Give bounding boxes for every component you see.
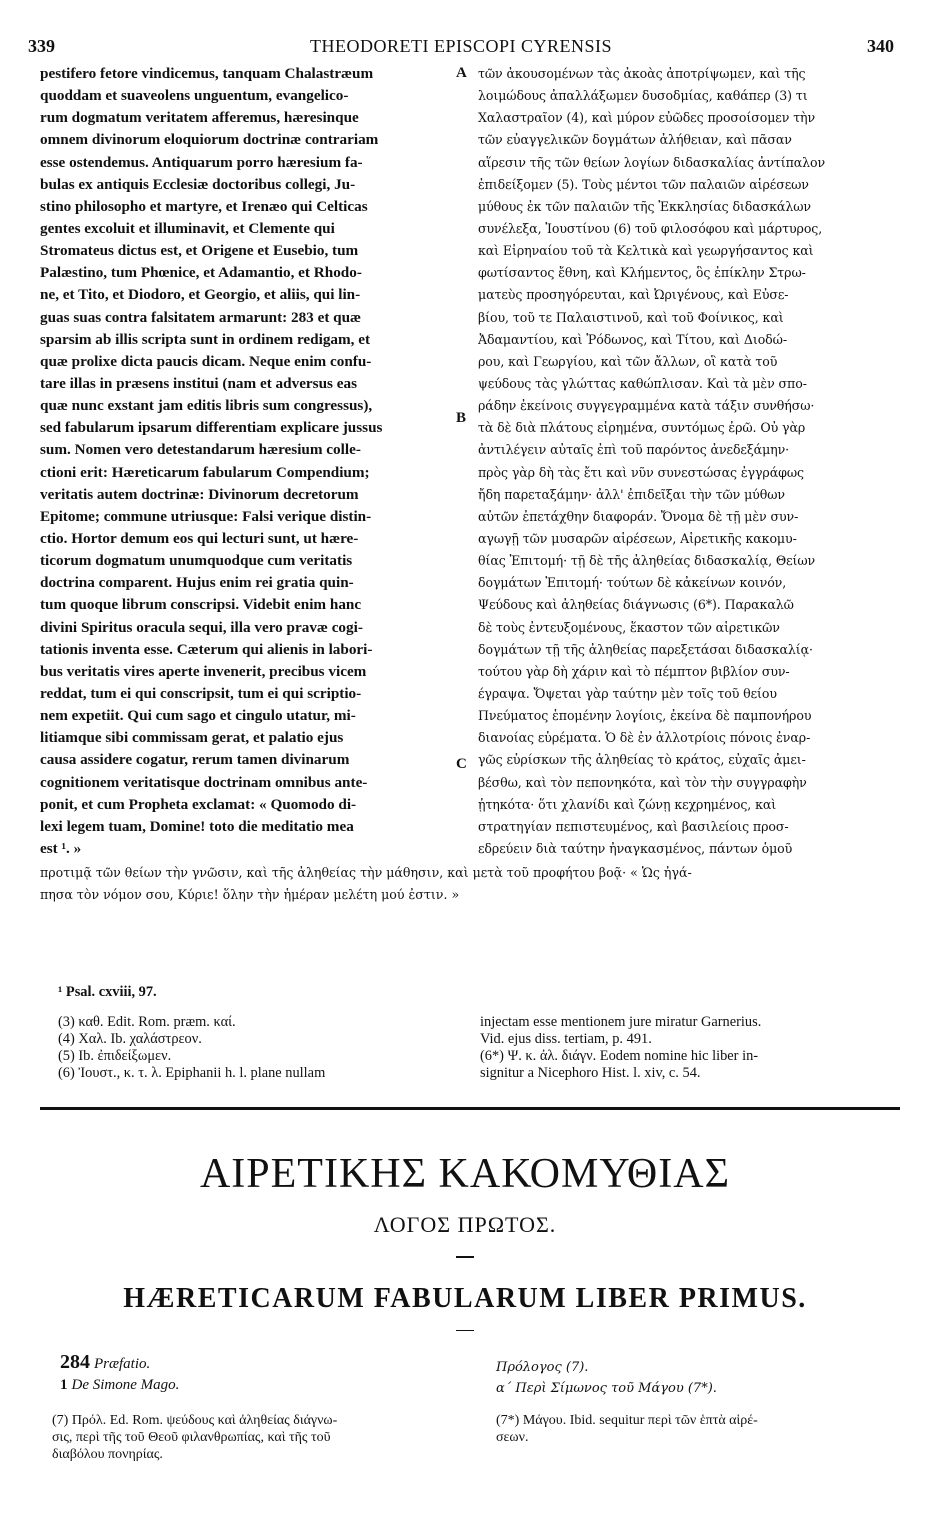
greek-full-width-lines bbox=[40, 862, 898, 906]
footnotes-left bbox=[58, 1014, 458, 1082]
greek-text-line: δογμάτων τῇ τῆς ἀληθείας παρεξετάσαι διδασκαλίᾳ· bbox=[478, 641, 813, 657]
greek-text-line: συνέλεξα, Ἰουστίνου (6) τοῦ φιλοσόφου καὶ μάρτυρος, bbox=[478, 220, 823, 236]
greek-text-line: βίου, τοῦ τε Παλαιστινοῦ, καὶ τοῦ Φοίνικος, καὶ bbox=[478, 309, 784, 325]
latin-text-line: doctrina comparent. Hujus enim rei gratia quin- bbox=[40, 574, 354, 592]
latin-text-line: est ¹. » bbox=[40, 839, 82, 857]
bottom-note-line: διαβόλου πονηρίας. bbox=[52, 1447, 163, 1462]
toc-latin-preface: Præfatio. bbox=[94, 1356, 151, 1372]
greek-text-line: τὰ δὲ διὰ πλάτους εἰρημένα, συντόμως ἐρῶ. Οὐ γὰρ bbox=[478, 420, 806, 436]
toc-latin-chapter-1: De Simone Mago. bbox=[71, 1377, 180, 1393]
greek-text-line: ἤδη παρεταξάμην· ἀλλ' ἐπιδεῖξαι τὴν τῶν μύθων bbox=[478, 486, 785, 502]
latin-text-line: Palæstino, tum Phœnice, et Adamantio, et Rhodo- bbox=[40, 264, 362, 282]
latin-text-line: stino philosopho et martyre, et Irenæo qui Celticas bbox=[40, 197, 368, 215]
latin-text-line: Stromateus dictus est, et Origene et Eusebio, tum bbox=[40, 242, 359, 260]
latin-text-line: sparsim ab illis scripta sunt in ordinem redigam, et bbox=[40, 330, 371, 348]
greek-text-line: βέσθω, καὶ τὸν πεπονηκότα, καὶ τὸν τὴν συγγραφὴν bbox=[478, 774, 807, 790]
latin-text-line: bus veritatis vires aperte invenerit, precibus vicem bbox=[40, 662, 367, 680]
latin-text-line: veritatis autem doctrinæ: Divinorum decretorum bbox=[40, 485, 359, 503]
greek-text-line: γῶς εὑρίσκων τῆς ἀληθείας τὸ κράτος, εὐχαῖς ἀμει- bbox=[478, 752, 806, 768]
footnotes-right bbox=[480, 1014, 898, 1082]
latin-text-line: ne, et Tito, et Diodoro, et Georgio, et aliis, qui lin- bbox=[40, 286, 361, 304]
latin-text-line: pestifero fetore vindicemus, tanquam Chalastræum bbox=[40, 65, 374, 82]
greek-wide-line: προτιμᾷ τῶν θείων τὴν γνῶσιν, καὶ τῆς ἀληθείας τὴν μάθησιν, καὶ μετὰ τοῦ προφήτου βοᾷ· « Ὡς ἠγά- bbox=[40, 865, 692, 880]
greek-text-line: δὲ τοὺς ἐντευξομένους, ἕκαστον τῶν αἱρετικῶν bbox=[478, 619, 780, 635]
latin-text-line: sum. Nomen vero detestandarum hæresium colle- bbox=[40, 441, 361, 459]
latin-text-line: esse ostendemus. Antiquarum porro hæresium fa- bbox=[40, 153, 363, 171]
greek-text-line: θίας Ἐπιτομή· τῇ δὲ τῆς ἀληθείας διδασκαλίᾳ, Θείων bbox=[478, 553, 816, 569]
greek-text-line: δογμάτων Ἐπιτομή· τούτων δὲ κἀκείνων κοινόν, bbox=[478, 575, 787, 591]
footnote-psalm: ¹ Psal. cxviii, 97. bbox=[58, 984, 157, 1000]
greek-text-line: Χαλαστραῖον (4), καὶ μύρον εὐῶδες προσοίσομεν τὴν bbox=[478, 110, 816, 126]
margin-letter-b: B bbox=[456, 410, 467, 426]
greek-text-line: ψεύδους τὰς γλώττας καθώπλισαν. Καὶ τὰ μὲν σπο- bbox=[478, 375, 807, 391]
greek-text-line: αγωγῇ τῶν μυσαρῶν αἱρέσεων, Αἱρετικῆς κακομυ- bbox=[478, 530, 797, 546]
greek-text-line: διανοίας εὑρέματα. Ὁ δὲ ἐν ἀλλοτρίοις πόνοις ἐναρ- bbox=[478, 730, 811, 746]
book-title-latin: HÆRETICARUM FABULARUM LIBER PRIMUS. bbox=[123, 1283, 807, 1314]
book-title-greek: ΑΙΡΕΤΙΚΗΣ ΚΑΚΟΜΥΘΙΑΣ bbox=[199, 1151, 731, 1197]
greek-text-line: Ψεύδους καὶ ἀληθείας διάγνωσις (6*). Παρακαλῶ bbox=[478, 597, 794, 613]
latin-text-line: ponit, et cum Propheta exclamat: « Quomodo di- bbox=[40, 795, 357, 813]
greek-text-line: ἐπιδείξομεν (5). Τοὺς μέντοι τῶν παλαιῶν αἱρέσεων bbox=[478, 176, 809, 192]
latin-text-line: nem expetiit. Qui cum sago et cingulo utatur, mi- bbox=[40, 707, 356, 725]
latin-text-line: tationis inventa esse. Cæterum qui alienis in labori- bbox=[40, 640, 373, 658]
greek-column bbox=[478, 63, 898, 860]
chapter-number: 1 bbox=[60, 1377, 68, 1393]
footnote-line: (6) Ἰουστ., κ. τ. λ. Epiphanii h. l. plane nullam bbox=[58, 1065, 326, 1081]
latin-text-line: quæ prolixe dicta paucis dicam. Neque enim confu- bbox=[40, 352, 372, 370]
greek-text-line: ράδην ἐκείνοις συγγεγραμμένα κατὰ τάξιν συνθήσω· bbox=[478, 398, 815, 414]
margin-letter-c: C bbox=[456, 756, 467, 772]
latin-text-line: tare illas in præsens institui (nam et adversus eas bbox=[40, 374, 357, 392]
bottom-note-line: (7) Πρόλ. Ed. Rom. ψεύδους καὶ ἀληθείας διάγνω- bbox=[52, 1413, 338, 1428]
greek-text-line: εδρεύειν διὰ ταύτην ἠναγκασμένος, πάντων ὁμοῦ bbox=[478, 840, 793, 856]
footnote-line: (5) Ib. ἐπιδείξωμεν. bbox=[58, 1048, 172, 1064]
latin-text-line: divini Spiritus oracula sequi, illa vero pravæ cogi- bbox=[40, 618, 363, 636]
latin-text-line: rum dogmatum veritatem afferemus, hæresinque bbox=[40, 109, 359, 127]
greek-text-line: ᾐτηκότα· ὅτι χλανίδι καὶ ζώνῃ κεχρημένος, καὶ bbox=[478, 796, 777, 812]
margin-letter-a: A bbox=[456, 65, 467, 81]
latin-text-line: lexi legem tuam, Domine! toto die meditatio mea bbox=[40, 817, 354, 835]
title-small-rule bbox=[456, 1330, 474, 1331]
latin-text-line: causa assidere cogatur, rerum tamen divinarum bbox=[40, 751, 350, 769]
toc-greek bbox=[496, 1357, 717, 1399]
greek-text-line: Ἀδαμαντίου, καὶ Ῥόδωνος, καὶ Τίτου, καὶ Διοδώ- bbox=[478, 331, 787, 347]
latin-text-line: ctio. Hortor demum eos qui lecturi sunt, ut hære- bbox=[40, 529, 359, 547]
toc-latin bbox=[60, 1352, 179, 1396]
greek-text-line: έγραψα. Ὄψεται γὰρ ταύτην μὲν τοῖς τοῦ θείου bbox=[478, 685, 777, 701]
greek-text-line: τῶν ἀκουσομένων τὰς ἀκοὰς ἀποτρίψωμεν, καὶ τῆς bbox=[478, 66, 806, 81]
latin-text-line: bulas ex antiquis Ecclesiæ doctoribus collegi, Ju- bbox=[40, 175, 356, 193]
greek-text-line: αἵρεσιν τῆς τῶν θείων λογίων διδασκαλίας ἀντίπαλον bbox=[478, 154, 826, 170]
greek-text-line: ρου, καὶ Γεωργίου, καὶ τῶν ἄλλων, οἳ κατὰ τοῦ bbox=[478, 353, 778, 369]
footnote-line: signitur a Nicephoro Hist. l. xiv, c. 54. bbox=[480, 1065, 701, 1081]
column-number: 284 bbox=[60, 1351, 90, 1373]
latin-text-line: quæ nunc exstant jam editis libris sum congressus), bbox=[40, 397, 373, 415]
title-dash bbox=[456, 1256, 474, 1258]
book-subtitle-greek: ΛΟΓΟΣ ΠΡΩΤΟΣ. bbox=[373, 1212, 557, 1237]
greek-text-line: μύθους ἐκ τῶν παλαιῶν τῆς Ἐκκλησίας διδασκάλων bbox=[478, 198, 811, 214]
greek-text-line: λοιμώδους ἀπαλλάξωμεν δυσοδμίας, καθάπερ (3) τι bbox=[478, 88, 808, 104]
footnote-line: (4) Χαλ. Ib. χαλάστρεον. bbox=[58, 1031, 202, 1047]
greek-text-line: τῶν εὐαγγελικῶν δογμάτων ἀλήθειαν, καὶ πᾶσαν bbox=[478, 132, 792, 148]
greek-text-line: καὶ Εἰρηναίου τοῦ τὰ Κελτικὰ καὶ γεωργήσαντος καὶ bbox=[478, 243, 814, 259]
toc-greek-prologue: Πρόλογος (7). bbox=[496, 1360, 589, 1375]
latin-text-line: gentes excoluit et illuminavit, et Clemente qui bbox=[40, 219, 335, 237]
greek-text-line: ἀντιλέγειν αὐταῖς ἐπὶ τοῦ παρόντος ἀνεδεξάμην· bbox=[478, 442, 790, 458]
latin-text-line: Epitome; commune utriusque: Falsi verique distin- bbox=[40, 507, 372, 525]
running-title: THEODORETI EPISCOPI CYRENSIS bbox=[309, 36, 613, 56]
bottom-note-line: σις, περὶ τῆς τοῦ Θεοῦ φιλανθρωπίας, καὶ τῆς τοῦ bbox=[52, 1430, 331, 1445]
footnote-line: (3) καθ. Edit. Rom. præm. καί. bbox=[58, 1014, 236, 1030]
greek-text-line: φωτίσαντος ἔθνη, καὶ Κλήμεντος, ὃς ἐπίκλην Στρω- bbox=[478, 265, 806, 281]
greek-text-line: ματεὺς προσηγόρευται, καὶ Ὠριγένους, καὶ Εὐσε- bbox=[478, 287, 789, 303]
latin-text-line: cognitionem veritatisque doctrinam omnibus ante- bbox=[40, 773, 368, 791]
footnote-line: Vid. ejus diss. tertiam, p. 491. bbox=[480, 1031, 652, 1047]
section-rule bbox=[40, 1107, 900, 1110]
running-header bbox=[28, 36, 894, 58]
greek-text-line: στρατηγίαν πεπιστευμένος, καὶ βασιλείοις προσ- bbox=[478, 818, 789, 834]
page-number-right: 340 bbox=[867, 36, 894, 56]
toc-greek-chapter-1: α΄ Περὶ Σίμωνος τοῦ Μάγου (7*). bbox=[496, 1381, 717, 1396]
latin-text-line: litiamque sibi commissam gerat, et palatio ejus bbox=[40, 729, 344, 747]
bottom-note-line: σεων. bbox=[496, 1430, 529, 1445]
latin-text-line: omnem divinorum eloquiorum doctrinæ contrariam bbox=[40, 131, 379, 149]
latin-text-line: ticorum dogmatum unumquodque cum veritatis bbox=[40, 552, 353, 570]
greek-wide-line: πησα τὸν νόμον σου, Κύριε! ὅλην τὴν ἡμέραν μελέτη μού ἐστιν. » bbox=[40, 887, 460, 903]
latin-text-line: ctioni erit: Hæreticarum fabularum Compendium; bbox=[40, 463, 370, 481]
page-number-left: 339 bbox=[28, 36, 55, 56]
greek-text-line: αὐτῶν ἐπετάχθην διαφοράν. Ὄνομα δὲ τῇ μὲν συν- bbox=[478, 508, 799, 524]
latin-text-line: reddat, tum ei qui conscripsit, tum ei qui scriptio- bbox=[40, 684, 362, 702]
greek-text-line: πρὸς γὰρ δὴ τὰς ἔτι καὶ νῦν συνεστώσας ἐγγράφως bbox=[478, 464, 804, 480]
latin-column bbox=[40, 63, 468, 860]
latin-text-line: quoddam et suaveolens unguentum, evangelico- bbox=[40, 87, 349, 105]
bottom-note-line: (7*) Μάγου. Ibid. sequitur περὶ τῶν ἑπτὰ αἱρέ- bbox=[496, 1413, 758, 1428]
greek-text-line: τούτου γὰρ δὴ χάριν καὶ τὸ πέμπτον βιβλίον συν- bbox=[478, 663, 790, 679]
footnote-line: injectam esse mentionem jure miratur Garnerius. bbox=[480, 1014, 762, 1030]
latin-text-line: guas suas contra falsitatem armarunt: 283 et quæ bbox=[40, 308, 362, 326]
footnote-line: (6*) Ψ. κ. ἀλ. διάγν. Eodem nomine hic liber in- bbox=[480, 1048, 759, 1064]
latin-text-line: tum quoque librum conscripsi. Videbit enim hanc bbox=[40, 596, 362, 614]
bottom-notes-right bbox=[496, 1412, 898, 1446]
bottom-notes-left bbox=[52, 1412, 462, 1463]
greek-text-line: Πνεύματος ἑπομένην λογίοις, ἐκείνα δὲ παμπονήρου bbox=[478, 708, 812, 724]
latin-text-line: sed fabularum ipsarum differentiam explicare jussus bbox=[40, 419, 383, 437]
